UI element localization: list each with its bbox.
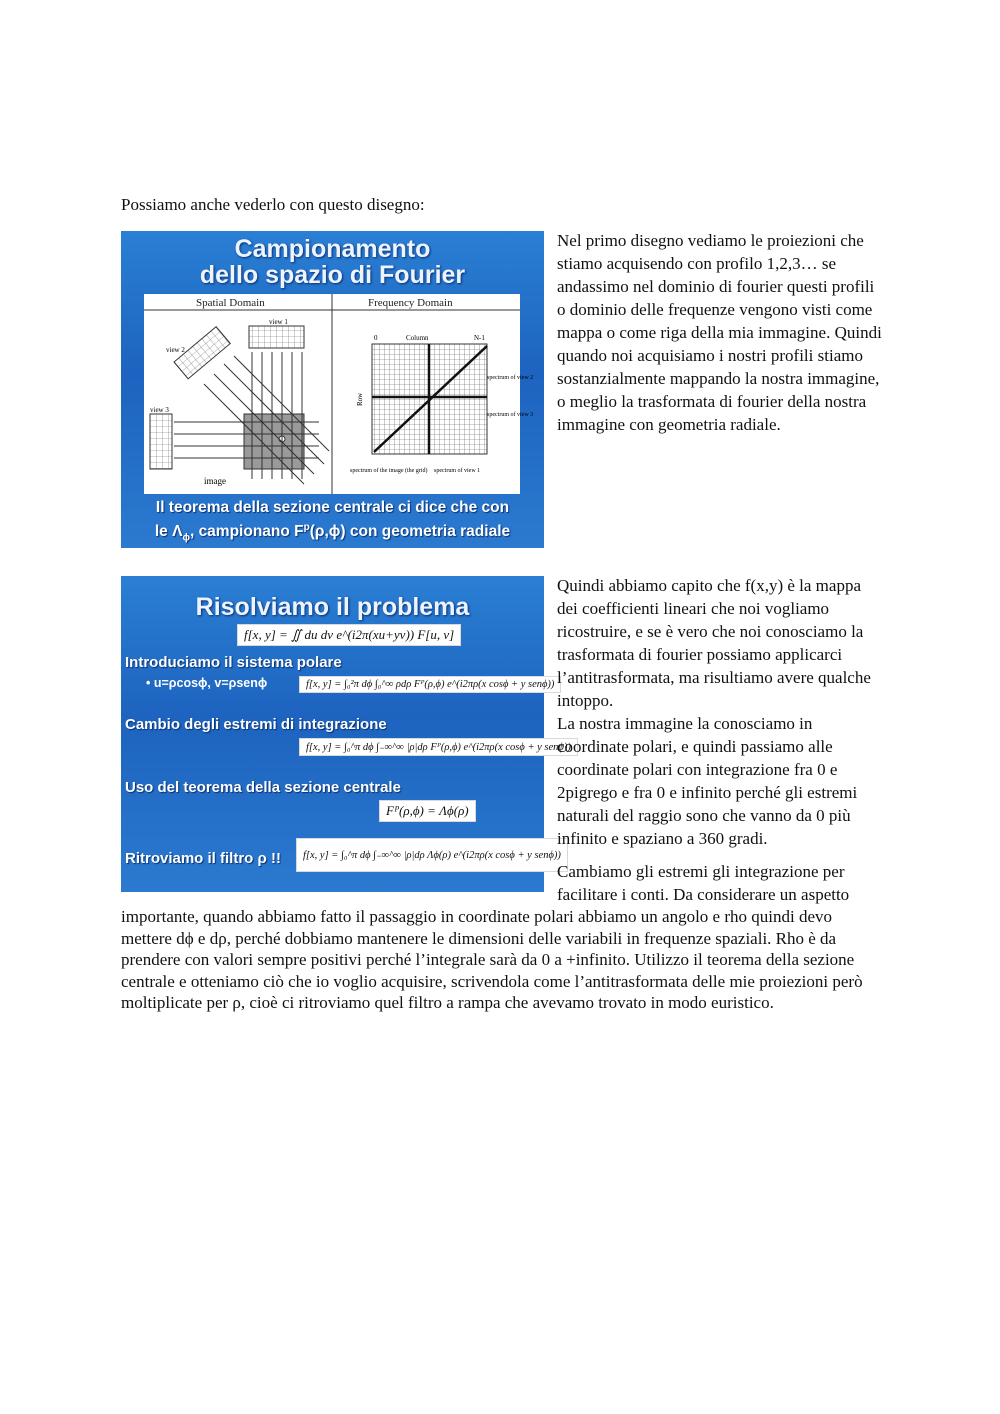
label-central-section: Uso del teorema della sezione centrale: [125, 779, 401, 796]
label-filter: Ritroviamo il filtro ρ !!: [125, 850, 281, 867]
side2-p1: Quindi abbiamo capito che f(x,y) è la mappa dei coefficienti lineari che noi vogliamo ricostruire, e se è vero che noi conosciamo la trasformata di fourier possiamo applicarci l’antitrasformata, ma risultiamo avere qualche intoppo.: [557, 576, 871, 710]
n1-label: N-1: [474, 334, 485, 342]
equation-limits: f[x, y] = ∫₀^π dϕ ∫₋∞^∞ |ρ|dρ Fᴾ(ρ,ϕ) e^(i2πρ(x cosϕ + y senϕ)): [299, 738, 578, 756]
side-paragraph-2: [557, 574, 882, 906]
view1-profile: [249, 326, 304, 348]
slide-fourier-sampling: [121, 231, 544, 548]
frequency-domain-label: Frequency Domain: [368, 297, 453, 309]
column-label: Column: [406, 334, 429, 342]
view2-label: view 2: [166, 346, 185, 354]
image-label: image: [204, 476, 226, 486]
spectrum-view2-label: spectrum of view 2: [487, 375, 534, 381]
label-integration-limits: Cambio degli estremi di integrazione: [125, 716, 387, 733]
side2-p2: La nostra immagine la conosciamo in coordinate polari, e quindi passiamo alle coordinate polari con integrazione fra 0 e 2pigrego e fra 0 e infinito perché gli estremi naturali del raggio sono che vanno da 0 più infinito e spaziano a 360 gradi.: [557, 714, 858, 848]
view3-profile: [150, 414, 172, 469]
equation-central-section: Fᴾ(ρ,ϕ) = Λϕ(ρ): [379, 800, 476, 822]
bullet-polar-substitution: • u=ρcosϕ, v=ρsenϕ: [146, 676, 268, 690]
view3-label: view 3: [150, 406, 169, 414]
slide1-caption: Il teorema della sezione centrale ci dice che con le $\Lambda_\phi$, campionano $F^p(\rho,\phi)$ con geometria radiale: [154, 499, 511, 544]
projection-diagram: [144, 294, 534, 494]
intro-text: Possiamo anche vederlo con questo disegno:: [121, 195, 425, 214]
side2-p3: Cambiamo gli estremi gli integrazione per facilitare i conti. Da considerare un aspetto: [557, 862, 850, 904]
equation-fourier-inverse: f[x, y] = ∬ du dv e^(i2π(xu+yv)) F[u, v]: [237, 624, 461, 646]
side-paragraph-1: Nel primo disegno vediamo le proiezioni che stiamo acquisendo con profilo 1,2,3… se andassimo nel dominio di fourier questi profili o dominio delle frequenze vengono visti come mappa o come riga della mia immagine. Quindi quando noi acquisiamo i nostri profili stiamo sostanzialmente mappando la nostra immagine, o meglio la trasformata di fourier della nostra immagine con geometria radiale.: [557, 231, 882, 434]
row-label: Row: [356, 392, 364, 406]
equation-polar: f[x, y] = ∫₀²π dϕ ∫₀^∞ ρdρ Fᴾ(ρ,ϕ) e^(i2πρ(x cosϕ + y senϕ)): [299, 676, 561, 693]
projection-drawing: [144, 294, 534, 494]
view1-label: view 1: [269, 318, 288, 326]
spectrum-image-label: spectrum of the image (the grid): [350, 468, 428, 474]
label-polar-system: Introduciamo il sistema polare: [125, 654, 342, 671]
spectrum-view1-label: spectrum of view 1: [434, 468, 481, 474]
slide1-title: Campionamento dello spazio di Fourier: [199, 235, 466, 289]
equation-filter: f[x, y] = ∫₀^π dϕ ∫₋∞^∞ |ρ|dρ Λϕ(ρ) e^(i2πρ(x cosϕ + y senϕ)): [296, 838, 568, 872]
spectrum-view3-label: spectrum of view 3: [487, 412, 534, 418]
full-width-paragraph: importante, quando abbiamo fatto il passaggio in coordinate polari abbiamo un angolo e rho quindi devo mettere dϕ e dρ, perché dobbiamo mantenere le dimensioni delle variabili in frequenze spaziali. Rho è da prendere con valori sempre positivi perché l’integrale sarà da 0 a +infinito. Utilizzo il teorema della sezione centrale e otteniamo ciò che io voglio acquisire, scrivendola come l’antitrasformata delle mie proiezioni però moltiplicate per ρ, cioè ci ritroviamo quel filtro a rampa che avevamo trovato in modo euristico.: [121, 907, 863, 1012]
slide-solve-problem: [121, 576, 571, 892]
slide2-title: Risolviamo il problema: [195, 593, 470, 621]
zero-label: 0: [374, 334, 378, 342]
spatial-domain-label: Spatial Domain: [196, 297, 265, 309]
